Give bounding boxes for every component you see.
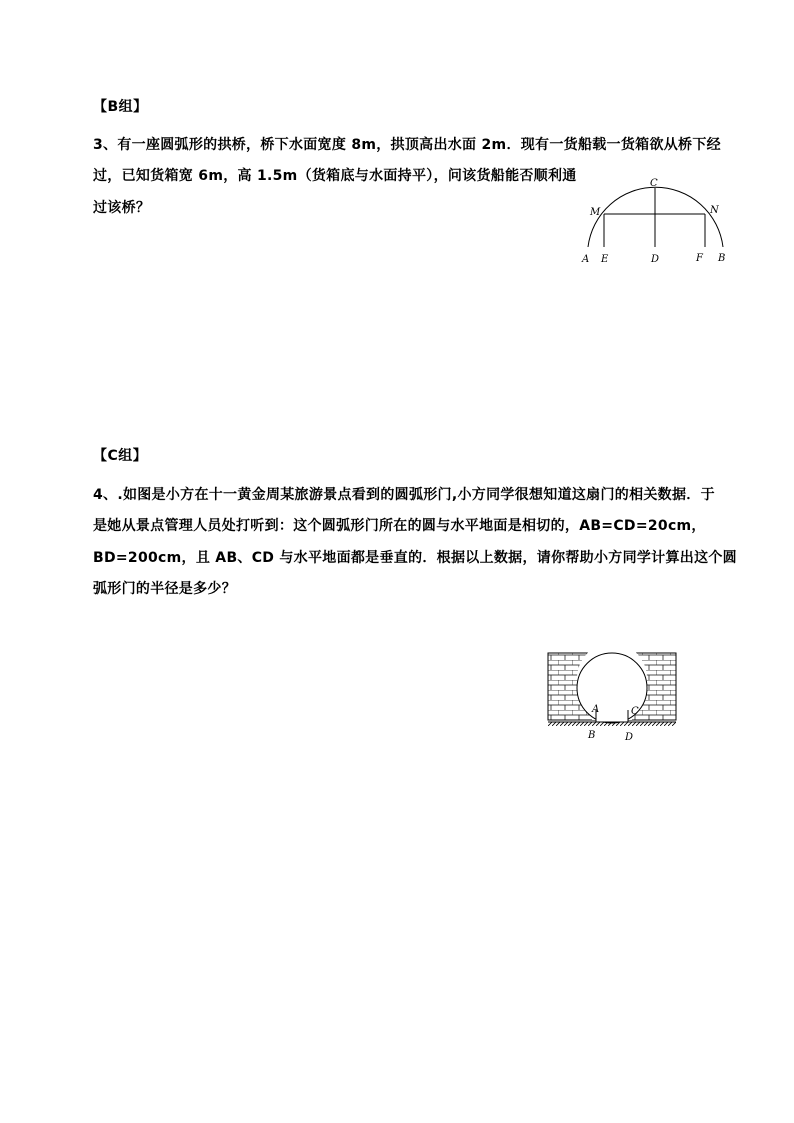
label-d: D <box>625 732 634 743</box>
problem-3-line-2: 过，已知货箱宽 6m，高 1.5m（货箱底与水面持平），问该货船能否顺利通 <box>93 168 577 184</box>
arch-door-figure <box>544 650 680 746</box>
label-d: D <box>651 254 660 265</box>
problem-4-line-2: 是她从景点管理人员处打听到：这个圆弧形门所在的圆与水平地面是相切的，AB=CD=20cm， <box>93 518 706 534</box>
label-m: M <box>590 207 601 218</box>
problem-3-line-3: 过该桥？ <box>93 200 151 216</box>
ground-hatch <box>548 722 676 726</box>
label-n: N <box>710 205 719 216</box>
group-c-heading: 【C组】 <box>93 448 148 464</box>
group-b-heading: 【B组】 <box>93 99 148 115</box>
label-e: E <box>601 254 609 265</box>
label-a: A <box>582 254 590 265</box>
label-c: C <box>631 706 639 717</box>
label-a: A <box>592 704 600 715</box>
label-b: B <box>718 253 726 264</box>
label-f: F <box>696 253 703 264</box>
problem-4-line-4: 弧形门的半径是多少？ <box>93 581 236 597</box>
label-b: B <box>588 730 596 741</box>
bridge-arch-figure <box>578 172 738 268</box>
label-c: C <box>650 178 658 189</box>
problem-3-line-1: 3、有一座圆弧形的拱桥，桥下水面宽度 8m，拱顶高出水面 2m．现有一货船载一货箱欲从桥下经 <box>93 137 721 153</box>
problem-4-line-3: BD=200cm，且 AB、CD 与水平地面都是垂直的．根据以上数据，请你帮助小方同学计算出这个圆 <box>93 550 737 566</box>
problem-4-line-1: 4、.如图是小方在十一黄金周某旅游景点看到的圆弧形门,小方同学很想知道这扇门的相关数据．于 <box>93 487 715 503</box>
